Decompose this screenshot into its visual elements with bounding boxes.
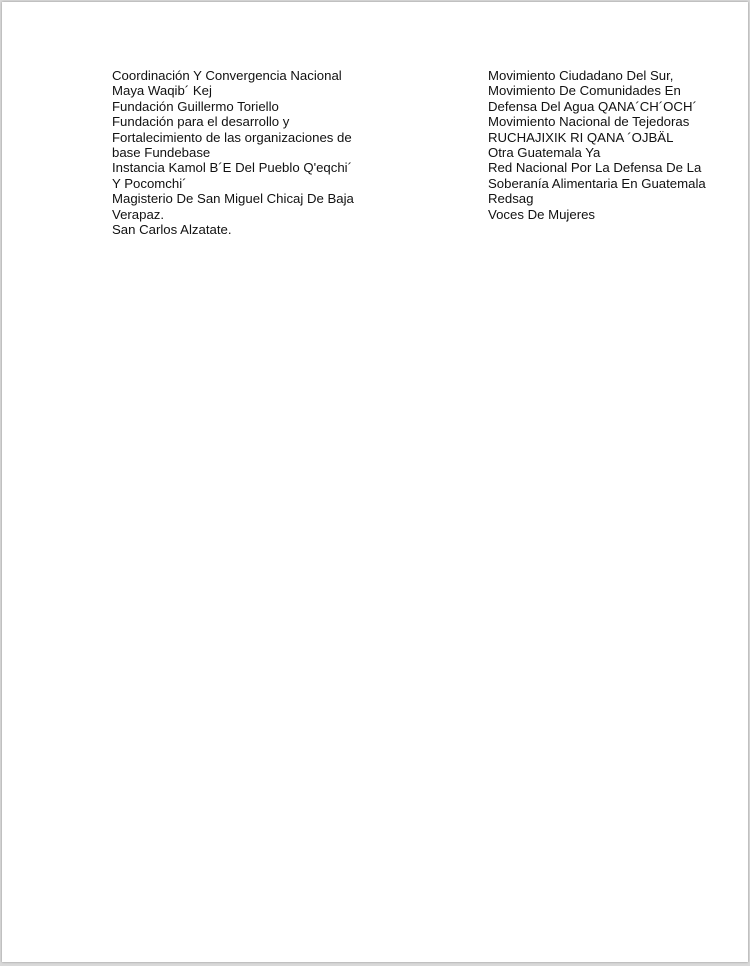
text-line: RUCHAJIXIK RI QANA ´OJBÄL	[488, 129, 674, 145]
text-line: Coordinación Y Convergencia Nacional	[112, 68, 342, 83]
organizations-right-column	[488, 68, 728, 222]
document-page	[2, 2, 748, 962]
text-line: Instancia Kamol B´E Del Pueblo Q'eqchi´	[112, 160, 353, 176]
text-line: San Carlos Alzatate.	[112, 222, 232, 238]
text-line: Soberanía Alimentaria En Guatemala	[488, 175, 706, 191]
text-line: Fortalecimiento de las organizaciones de	[112, 129, 352, 145]
text-line: Movimiento Nacional de Tejedoras	[488, 114, 690, 130]
text-line: Defensa Del Agua QANA´CH´OCH´	[488, 98, 697, 114]
text-line: Fundación para el desarrollo y	[112, 114, 290, 130]
text-line: base Fundebase	[112, 145, 211, 161]
text-line: Voces De Mujeres	[488, 206, 596, 222]
text-line: Maya Waqib´ Kej	[112, 83, 212, 99]
text-line: Movimiento De Comunidades En	[488, 83, 681, 99]
text-line: Redsag	[488, 191, 534, 207]
text-line: Movimiento Ciudadano Del Sur,	[488, 68, 674, 83]
text-line: Fundación Guillermo Toriello	[112, 98, 279, 114]
text-line: Magisterio De San Miguel Chicaj De Baja	[112, 191, 354, 207]
text-line: Otra Guatemala Ya	[488, 145, 601, 161]
organizations-left-column	[112, 68, 382, 237]
text-line: Y Pocomchi´	[112, 175, 187, 191]
text-line: Verapaz.	[112, 206, 165, 222]
text-line: Red Nacional Por La Defensa De La	[488, 160, 702, 176]
